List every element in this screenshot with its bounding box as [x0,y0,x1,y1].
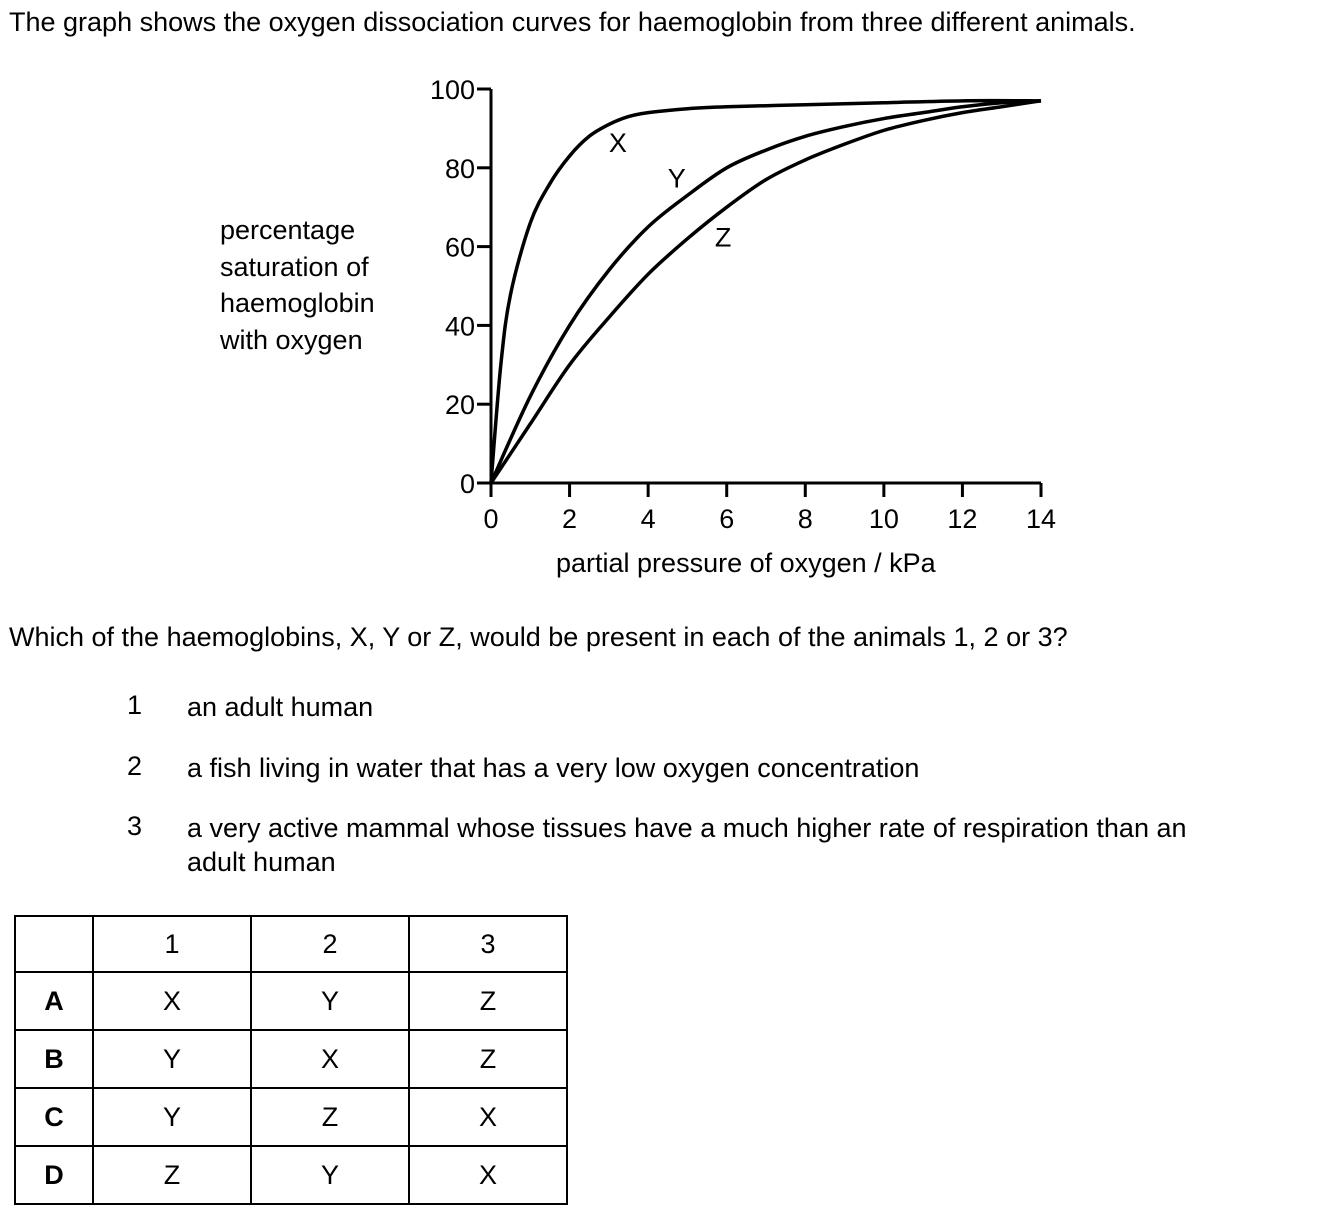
table-cell: Z [409,1030,567,1088]
x-tick-label: 10 [868,504,899,534]
x-tick-label: 4 [640,504,656,534]
y-tick-label: 40 [444,311,475,342]
table-cell: Y [93,1030,251,1088]
dissociation-chart [0,0,1326,600]
curve-label-z: Z [714,222,732,253]
table-header-cell: 3 [409,916,567,972]
table-row-c[interactable] [15,1088,567,1146]
item-number-2: 2 [127,751,143,781]
x-tick-label: 2 [562,504,578,534]
x-tick-label: 8 [797,504,813,534]
table-cell: Y [251,1146,409,1204]
chart-series [491,101,1041,483]
y-tick-label: 20 [444,390,475,421]
y-axis-label: percentage saturation of haemoglobin with oxygen [220,215,375,355]
x-tick-label: 14 [1025,504,1057,534]
series-line-z [491,101,1041,483]
option-label-b: B [15,1030,93,1088]
option-label-c: C [15,1088,93,1146]
item-number-1: 1 [127,690,143,720]
table-cell: Y [251,972,409,1030]
table-cell: X [251,1030,409,1088]
answer-table [14,915,568,1205]
item-number-3: 3 [127,811,143,841]
table-header-cell [15,916,93,972]
option-label-d: D [15,1146,93,1204]
table-cell: X [409,1088,567,1146]
table-cell: Z [93,1146,251,1204]
y-tick-label: 60 [444,232,475,263]
item-text-3-line2: adult human [187,847,336,877]
table-row-a[interactable] [15,972,567,1030]
x-axis-label: partial pressure of oxygen / kPa [556,548,936,578]
option-label-a: A [15,972,93,1030]
x-tick-label: 12 [947,504,978,534]
y-tick-label: 80 [444,153,475,184]
item-text-3-line1: a very active mammal whose tissues have a much higher rate of respiration than an [187,813,1187,843]
item-text-1: an adult human [187,692,374,722]
item-text-2: a fish living in water that has a very low oxygen concentration [187,753,920,783]
x-tick-label: 0 [483,504,499,534]
intro-text: The graph shows the oxygen dissociation curves for haemoglobin from three different animals. [9,7,1136,37]
item-text-3 [187,811,1187,879]
table-cell: X [409,1146,567,1204]
table-header-cell: 2 [251,916,409,972]
series-line-y [491,101,1041,483]
table-cell: Z [409,972,567,1030]
table-header-cell: 1 [93,916,251,972]
table-cell: Z [251,1088,409,1146]
chart-curve-labels [609,128,732,253]
y-tick-label: 100 [429,75,475,105]
question-text: Which of the haemoglobins, X, Y or Z, would be present in each of the animals 1, 2 or 3? [9,622,1068,652]
series-line-x [491,101,1041,483]
table-row-d[interactable] [15,1146,567,1204]
x-tick-label: 6 [719,504,735,534]
table-row-b[interactable] [15,1030,567,1088]
table-header-row [15,916,567,972]
curve-label-x: X [608,128,627,159]
curve-label-y: Y [667,163,686,194]
table-cell: X [93,972,251,1030]
chart-axes [430,75,1056,534]
table-cell: Y [93,1088,251,1146]
y-tick-label: 0 [459,469,475,499]
